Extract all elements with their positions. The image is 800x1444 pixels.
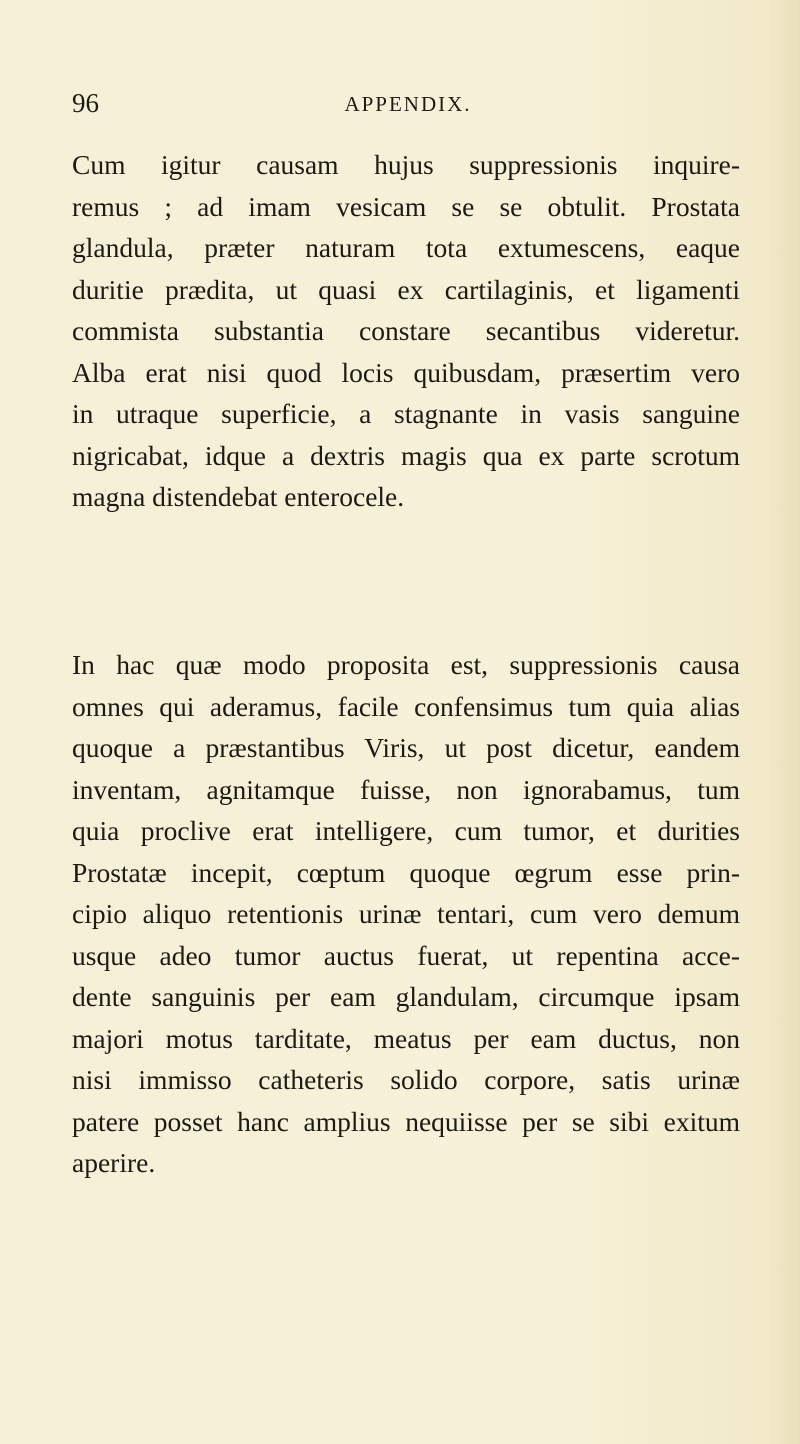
text-line: dente sanguinis per eam glandulam, circumque ipsam — [72, 981, 740, 1012]
page-number: 96 — [72, 88, 99, 118]
text-line: cipio aliquo retentionis urinæ tentari, cum vero demum — [72, 898, 740, 929]
text-line: duritie prædita, ut quasi ex cartilaginis, et ligamenti — [72, 273, 740, 305]
text-line: in utraque superficie, a stagnante in vasis sanguine — [72, 398, 740, 429]
text-line: usque adeo tumor auctus fuerat, ut repentina acce- — [72, 939, 740, 971]
text-line: quoque a præstantibus Viris, ut post dicetur, eandem — [72, 732, 740, 763]
text-line: glandula, præter naturam tota extumescens, eaque — [72, 232, 740, 263]
text-line: patere posset hanc amplius nequiisse per se sibi exitum — [72, 1105, 740, 1137]
text-line: Prostatæ incepit, cœptum quoque œgrum esse prin- — [72, 856, 740, 888]
paragraph-1 — [72, 144, 740, 518]
text-line: magna distendebat enterocele. — [72, 481, 405, 512]
text-line: quia proclive erat intelligere, cum tumor, et durities — [72, 815, 740, 846]
text-line: nigricabat, idque a dextris magis qua ex parte scrotum — [72, 439, 740, 471]
text-line: majori motus tarditate, meatus per eam ductus, non — [72, 1022, 740, 1054]
text-line: In hac quæ modo proposita est, suppressionis causa — [72, 649, 740, 680]
text-line: commista substantia constare secantibus videretur. — [72, 315, 740, 346]
text-line: Alba erat nisi quod locis quibusdam, præsertim vero — [72, 356, 740, 388]
text-line: omnes qui aderamus, facile confensimus tum quia alias — [72, 690, 740, 722]
page-header — [72, 86, 744, 120]
text-line: inventam, agnitamque fuisse, non ignorabamus, tum — [72, 773, 740, 805]
paragraph-2 — [72, 644, 740, 1184]
text-line: remus ; ad imam vesicam se se obtulit. Prostata — [72, 190, 740, 222]
text-line: nisi immisso catheteris solido corpore, satis urinæ — [72, 1064, 740, 1095]
running-head: APPENDIX. — [344, 92, 472, 116]
text-line: aperire. — [72, 1147, 156, 1178]
text-line: Cum igitur causam hujus suppressionis inquire- — [72, 149, 740, 180]
